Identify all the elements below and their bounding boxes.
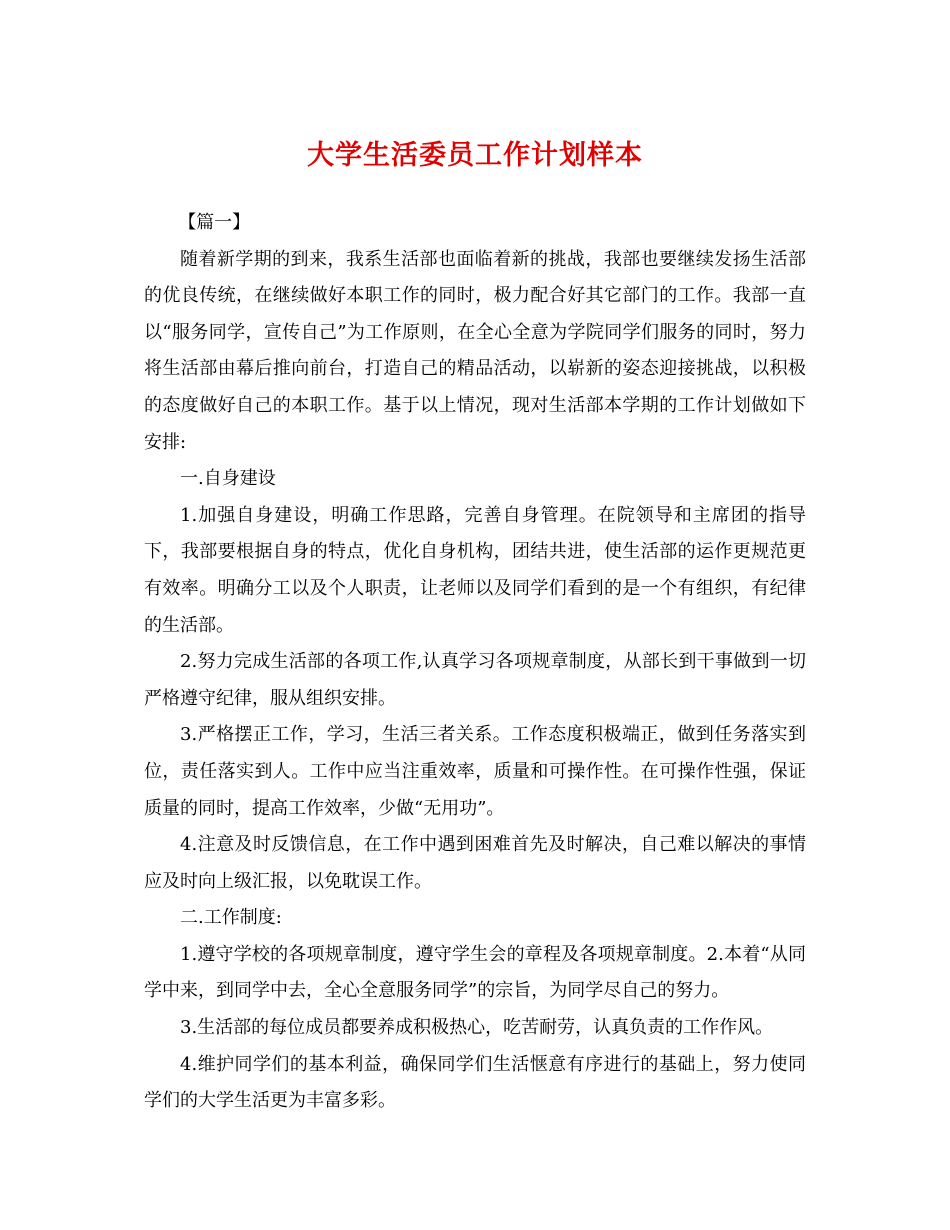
list-item: 4.维护同学们的基本利益，确保同学们生活惬意有序进行的基础上，努力使同学们的大学生活更为丰富多彩。 xyxy=(144,1053,806,1112)
document-title: 大学生活委员工作计划样本 xyxy=(307,140,643,171)
list-item: 1.遵守学校的各项规章制度，遵守学生会的章程及各项规章制度。2.本着“从同学中来，到同学中去，全心全意服务同学”的宗旨，为同学尽自己的努力。 xyxy=(144,943,806,1002)
document-body xyxy=(144,205,806,1120)
section-label: 【篇一】 xyxy=(178,212,251,233)
list-item: 4.注意及时反馈信息，在工作中遇到困难首先及时解决，自己难以解决的事情应及时向上级汇报，以免耽误工作。 xyxy=(144,834,806,892)
list-item: 3.生活部的每位成员都要养成积极热心，吃苦耐劳，认真负责的工作作风。 xyxy=(180,1017,774,1039)
section-heading: 一.自身建设 xyxy=(180,468,276,490)
list-item: 2.努力完成生活部的各项工作,认真学习各项规章制度，从部长到干事做到一切严格遵守纪律，服从组织安排。 xyxy=(144,651,806,709)
list-item: 3.严格摆正工作，学习，生活三者关系。工作态度积极端正，做到任务落实到位，责任落实到人。工作中应当注重效率，质量和可操作性。在可操作性强，保证质量的同时，提高工作效率，少做“无用功”。 xyxy=(144,724,806,819)
list-item: 1.加强自身建设，明确工作思路，完善自身管理。在院领导和主席团的指导下，我部要根据自身的特点，优化自身机构，团结共进，使生活部的运作更规范更有效率。明确分工以及个人职责，让老师以及同学们看到的是一个有组织，有纪律的生活部。 xyxy=(144,504,806,636)
intro-paragraph: 随着新学期的到来，我系生活部也面临着新的挑战，我部也要继续发扬生活部的优良传统，在继续做好本职工作的同时，极力配合好其它部门的工作。我部一直以“服务同学，宣传自己”为工作原则，在全心全意为学院同学们服务的同时，努力将生活部由幕后推向前台，打造自己的精品活动，以崭新的姿态迎接挑战，以积极的态度做好自己的本职工作。基于以上情况，现对生活部本学期的工作计划做如下安排: xyxy=(144,248,806,453)
section-heading: 二.工作制度: xyxy=(180,907,282,929)
